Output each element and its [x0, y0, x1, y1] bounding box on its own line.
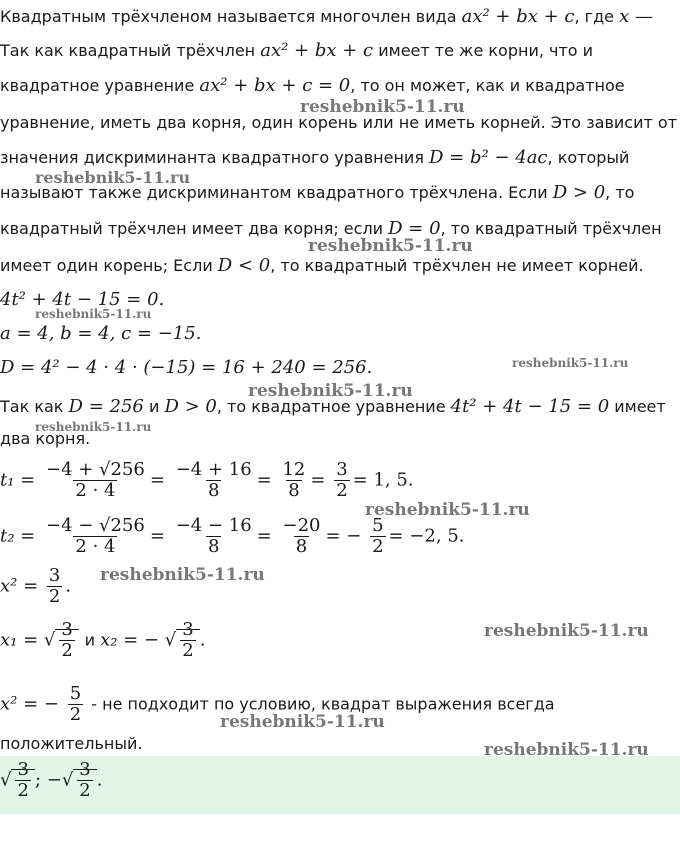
- watermark: reshebnik5-11.ru: [365, 500, 530, 520]
- conclusion-line-2: два корня.: [0, 429, 91, 448]
- numerator: 12: [282, 459, 306, 480]
- period: .: [96, 769, 103, 791]
- sqrt: √ $\frac{3}{2}$: [62, 760, 97, 801]
- watermark: reshebnik5-11.ru: [100, 565, 265, 585]
- math: 4t² + 4t − 15 = 0: [450, 396, 610, 417]
- numerator: −4 − 16: [175, 515, 252, 536]
- denominator: 8: [207, 536, 220, 557]
- text: , то квадратное уравнение: [216, 397, 451, 416]
- text: уравнение, иметь два корня, один корень или не иметь корней. Это зависит от: [0, 113, 678, 132]
- coefficients: a = 4, b = 4, c = −15.: [0, 323, 202, 344]
- math: t₁ =: [0, 469, 36, 491]
- text: и: [84, 630, 101, 650]
- watermark: reshebnik5-11.ru: [220, 712, 385, 732]
- text-line-3: [0, 75, 625, 97]
- numerator: 3: [336, 459, 348, 480]
- text: Квадратным трёхчленом называется многочлен вида: [0, 7, 462, 26]
- text: имеет один корень; Если: [0, 256, 218, 275]
- x-negative-text-2: положительный.: [0, 734, 143, 753]
- answer-box: [0, 756, 680, 814]
- math: ax² + bx + c: [260, 40, 374, 61]
- result: = −2, 5.: [388, 525, 465, 547]
- math: ax² + bx + c = 0: [199, 75, 351, 96]
- text-line-8: [0, 255, 644, 277]
- math: D = 256: [68, 396, 144, 417]
- watermark: reshebnik5-11.ru: [35, 420, 152, 434]
- numerator: 3: [61, 619, 73, 640]
- fraction: [370, 516, 385, 557]
- denominator: 2: [69, 704, 82, 725]
- math: D = b² − 4ac: [429, 147, 548, 168]
- denominator: 2: [17, 780, 29, 801]
- text: , то он может, как и квадратное: [350, 76, 625, 95]
- discriminant: D = 4² − 4 · 4 · (−15) = 16 + 240 = 256.: [0, 357, 373, 378]
- text: и: [143, 397, 165, 416]
- text-line-5: [0, 147, 629, 169]
- numerator: 3: [17, 759, 29, 780]
- fraction: [44, 516, 147, 557]
- numerator: 3: [182, 619, 194, 640]
- fraction: [68, 684, 83, 725]
- math: x² = −: [0, 693, 59, 715]
- x-squared: x² = $\frac{3}{2}$ .: [0, 565, 72, 607]
- watermark: reshebnik5-11.ru: [512, 356, 629, 370]
- denominator: 8: [288, 480, 300, 501]
- text: называют также дискриминантом квадратного трёхчлена. Если: [0, 183, 553, 202]
- text: Так как квадратный трёхчлен: [0, 41, 261, 60]
- math: x₁ =: [0, 629, 39, 651]
- denominator: 2 · 4: [75, 536, 116, 557]
- fraction: [44, 460, 147, 501]
- root-t1: t₁ = $\frac{-4 + √256}{2 \cdot 4}$ = $\frac{-4 + 16}{8}$ = $\frac{12}{8}$ = $\frac{3}{2}$ = 1, 5.: [0, 459, 414, 501]
- sqrt: √ $\frac{3}{2}$: [0, 760, 35, 801]
- separator: ; −: [34, 769, 62, 791]
- fraction: [334, 460, 349, 501]
- numerator: 5: [69, 683, 82, 704]
- text: имеет: [609, 397, 666, 416]
- x-roots: x₁ = √ $\frac{3}{2}$ и x₂ = − √ $\frac{3}{2}$ .: [0, 619, 206, 661]
- sqrt: √ $\frac{3}{2}$: [165, 620, 200, 661]
- result: = 1, 5.: [352, 469, 414, 491]
- denominator: 8: [295, 536, 308, 557]
- math: D > 0: [164, 396, 217, 417]
- answer: [0, 760, 102, 801]
- text: Так как: [0, 397, 69, 416]
- denominator: 8: [207, 480, 220, 501]
- watermark: reshebnik5-11.ru: [300, 97, 465, 117]
- watermark: reshebnik5-11.ru: [248, 381, 413, 401]
- denominator: 2: [336, 480, 348, 501]
- numerator: −4 − √256: [46, 515, 145, 536]
- text: , то квадратный трёхчлен не имеет корней.: [270, 256, 644, 275]
- text: имеет те же корни, что и: [373, 41, 594, 60]
- math: x₂ = −: [100, 629, 160, 651]
- watermark: reshebnik5-11.ru: [308, 236, 473, 256]
- numerator: −20: [282, 515, 321, 536]
- text: , который: [547, 148, 630, 167]
- numerator: −4 + √256: [46, 459, 145, 480]
- text: , то: [605, 183, 635, 202]
- watermark: reshebnik5-11.ru: [484, 740, 649, 760]
- text: квадратное уравнение: [0, 76, 200, 95]
- numerator: 3: [79, 759, 91, 780]
- fraction: [174, 516, 254, 557]
- sqrt: √ $\frac{3}{2}$: [44, 620, 79, 661]
- fraction: [174, 460, 254, 501]
- numerator: 3: [48, 565, 61, 586]
- math: D > 0: [552, 182, 606, 203]
- text: квадратный трёхчлен имеет два корня; если: [0, 219, 389, 238]
- fraction: [280, 460, 307, 501]
- numerator: 5: [372, 515, 384, 536]
- fraction: [59, 620, 74, 661]
- denominator: 2: [61, 640, 73, 661]
- fraction: [77, 760, 92, 801]
- watermark: reshebnik5-11.ru: [484, 621, 649, 641]
- text: - не подходит по условию, квадрат выражения всегда: [86, 694, 555, 714]
- denominator: 2: [48, 586, 61, 607]
- numerator: −4 + 16: [175, 459, 252, 480]
- text-line-1: [0, 6, 653, 28]
- fraction: [280, 516, 322, 557]
- denominator: 2: [372, 536, 384, 557]
- fraction: [47, 566, 62, 607]
- watermark: reshebnik5-11.ru: [35, 168, 191, 187]
- text: значения дискриминанта квадратного уравнения: [0, 148, 430, 167]
- denominator: 2 · 4: [75, 480, 116, 501]
- math: t₂ =: [0, 525, 36, 547]
- math: D < 0: [217, 255, 271, 276]
- denominator: 2: [182, 640, 194, 661]
- math: x² =: [0, 575, 39, 597]
- fraction: [180, 620, 195, 661]
- watermark: reshebnik5-11.ru: [35, 307, 152, 321]
- math: ax² + bx + c: [461, 6, 575, 27]
- math: x —: [619, 6, 653, 27]
- text-line-2: [0, 40, 593, 62]
- text: , где: [574, 7, 620, 26]
- text: , то квадратный трёхчлен: [440, 219, 662, 238]
- root-t2: t₂ = $\frac{-4 - √256}{2 \cdot 4}$ = $\frac{-4 - 16}{8}$ = $\frac{-20}{8}$ = − $\frac{5}{2}$ = −2, 5.: [0, 515, 465, 557]
- fraction: [15, 760, 30, 801]
- equation: 4t² + 4t − 15 = 0.: [0, 289, 165, 310]
- denominator: 2: [79, 780, 91, 801]
- math: D = 0: [388, 218, 441, 239]
